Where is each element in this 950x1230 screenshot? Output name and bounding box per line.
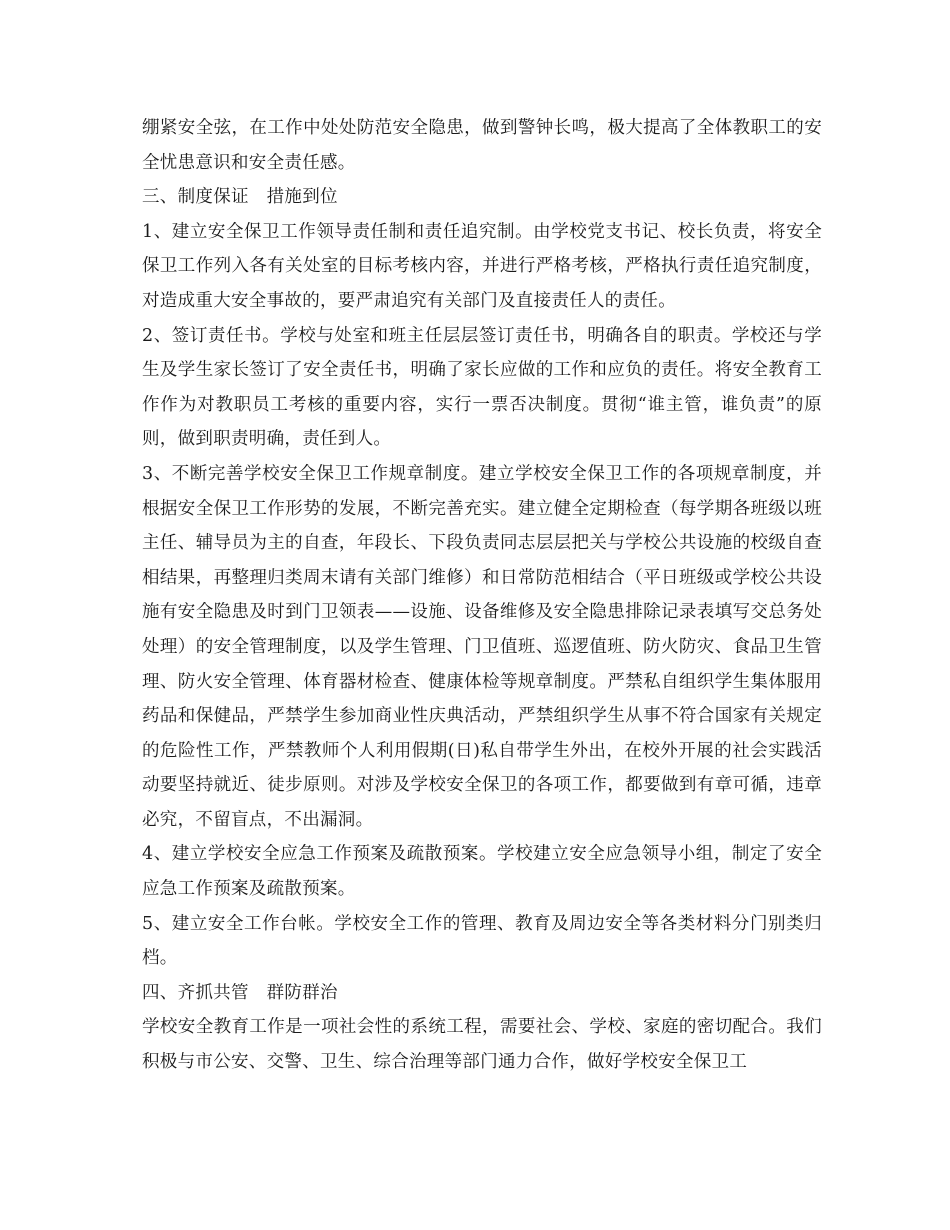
paragraph-safety-awareness: 绷紧安全弦，在工作中处处防范安全隐患，做到警钟长鸣，极大提高了全体教职工的安全忧患意识和安全责任感。 [142,118,822,173]
document-body [142,111,822,1080]
paragraph-item-2: 2、签订责任书。学校与处室和班主任层层签订责任书，明确各自的职责。学校还与学生及学生家长签订了安全责任书，明确了家长应做的工作和应负的责任。将安全教育工作作为对教职员工考核的重要内容，实行一票否决制度。贯彻“谁主管，谁负责”的原则，做到职责明确，责任到人。 [142,325,822,450]
paragraph-item-5: 5、建立安全工作台帐。学校安全工作的管理、教育及周边安全等各类材料分门别类归档。 [142,913,822,969]
paragraph-joint-management: 学校安全教育工作是一项社会性的系统工程，需要社会、学校、家庭的密切配合。我们积极与市公安、交警、卫生、综合治理等部门通力合作，做好学校安全保卫工 [142,1017,822,1073]
section-heading-3: 三、制度保证 措施到位 [142,187,338,208]
paragraph-item-3: 3、不断完善学校安全保卫工作规章制度。建立学校安全保卫工作的各项规章制度，并根据安全保卫工作形势的发展，不断完善充实。建立健全定期检查（每学期各班级以班主任、辅导员为主的自查，年段长、下段负责同志层层把关与学校公共设施的校级自查相结果，再整理归类周末请有关部门维修）和日常防范相结合（平日班级或学校公共设施有安全隐患及时到门卫领表——设施、设备维修及安全隐患排除记录表填写交总务处处理）的安全管理制度，以及学生管理、门卫值班、巡逻值班、防火防灾、食品卫生管理、防火安全管理、体育器材检查、健康体检等规章制度。严禁私自组织学生集体服用药品和保健品，严禁学生参加商业性庆典活动，严禁组织学生从事不符合国家有关规定的危险性工作，严禁教师个人利用假期(日)私自带学生外出，在校外开展的社会实践活动要坚持就近、徒步原则。对涉及学校安全保卫的各项工作，都要做到有章可循，违章必究，不留盲点，不出漏洞。 [142,463,822,830]
paragraph-item-4: 4、建立学校安全应急工作预案及疏散预案。学校建立安全应急领导小组，制定了安全应急工作预案及疏散预案。 [142,844,822,900]
paragraph-item-1: 1、建立安全保卫工作领导责任制和责任追究制。由学校党支书记、校长负责，将安全保卫工作列入各有关处室的目标考核内容，并进行严格考核，严格执行责任追究制度，对造成重大安全事故的，要严肃追究有关部门及直接责任人的责任。 [142,221,822,311]
section-heading-4: 四、齐抓共管 群防群治 [142,982,338,1003]
